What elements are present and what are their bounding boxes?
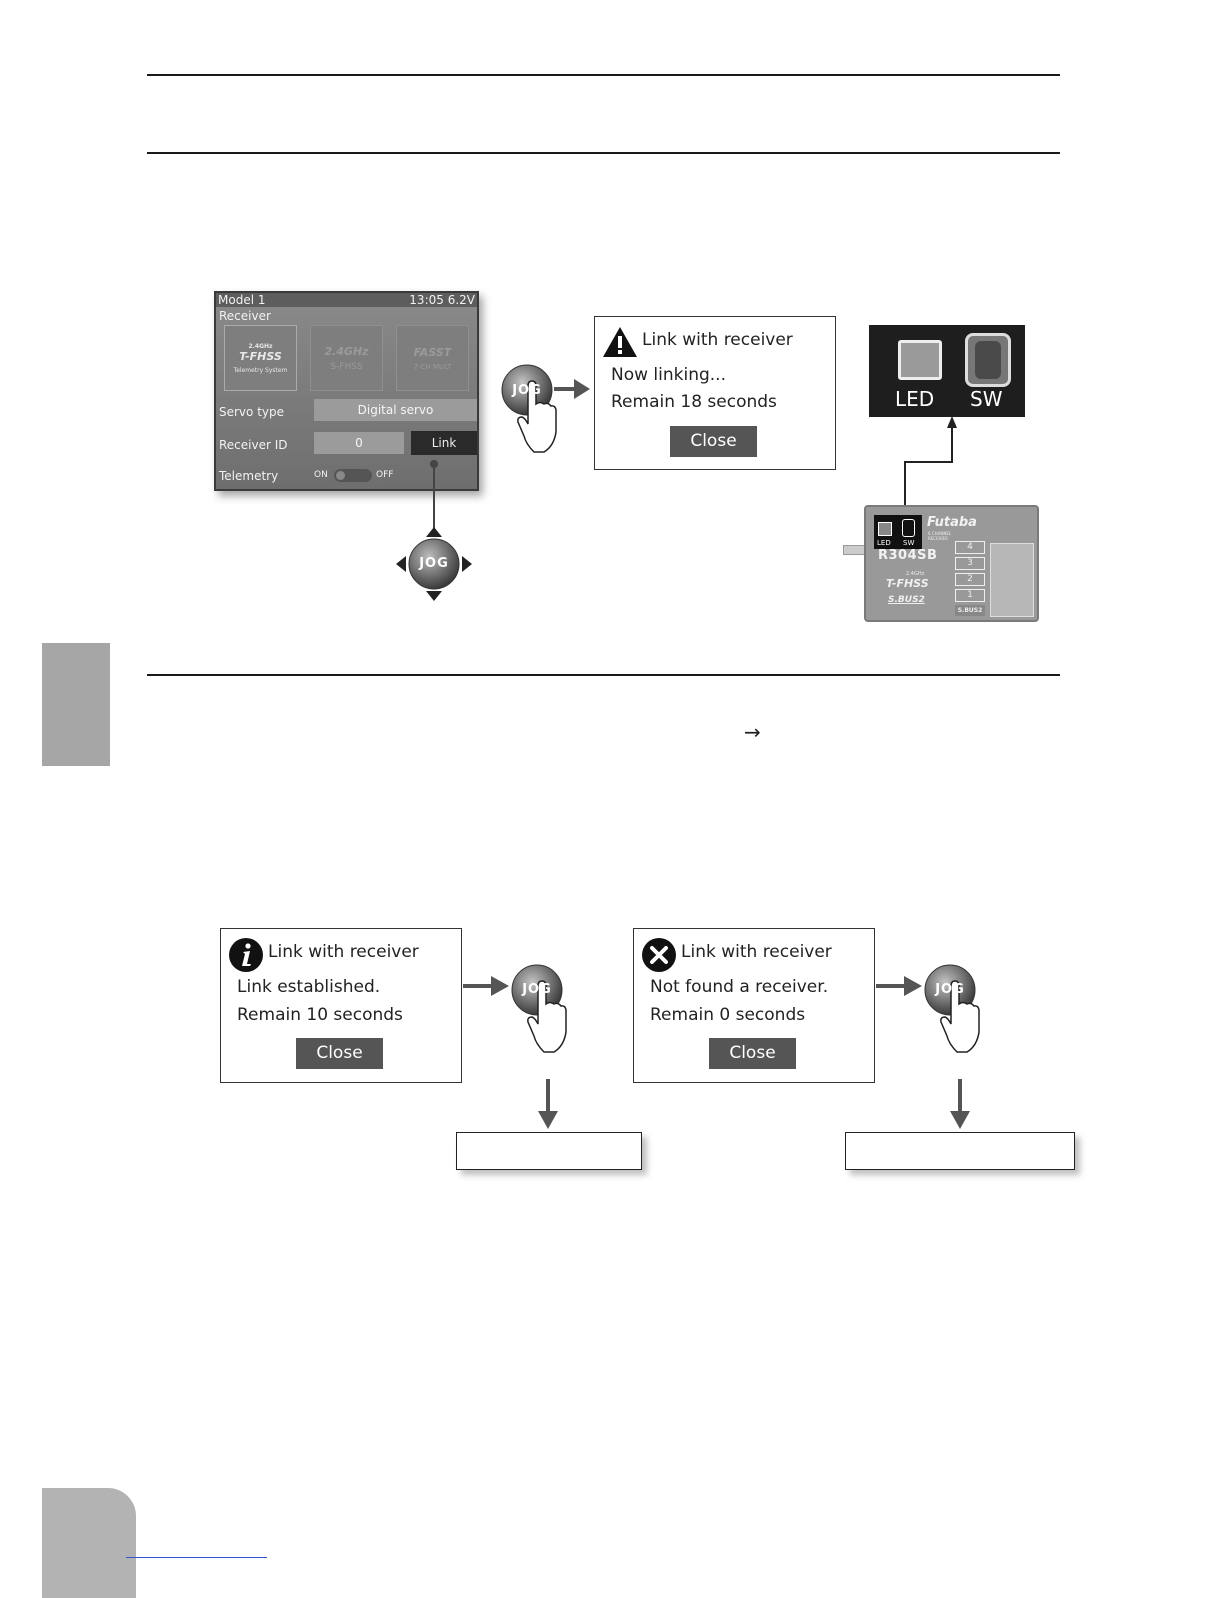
- footer-link-underline[interactable]: [126, 1557, 267, 1558]
- tfhss-mode-option[interactable]: [224, 325, 297, 391]
- telemetry-off: OFF: [376, 470, 394, 480]
- result-box-success: [456, 1132, 642, 1170]
- connector-dot: [430, 460, 438, 468]
- port-label: S.BUS2: [955, 605, 985, 616]
- dialog-message: Now linking...: [611, 365, 726, 385]
- model-name: Model 1: [218, 293, 266, 307]
- page-number-tab: [42, 1488, 136, 1598]
- telemetry-toggle[interactable]: [334, 469, 372, 482]
- dialog-remaining: Remain 0 seconds: [650, 1005, 806, 1025]
- warning-icon: [602, 326, 638, 358]
- port-label: 3: [955, 557, 985, 570]
- sbus2-logo: S.BUS2: [888, 595, 925, 605]
- telemetry-label: Telemetry: [219, 469, 279, 483]
- receiver-channels: 6 CHANNEL RECEIVER: [928, 531, 952, 541]
- lcd-status-bar: [216, 293, 477, 307]
- receiver-model: R304SB: [878, 548, 938, 563]
- dialog-message: Link established.: [237, 977, 381, 997]
- logo-sub: Telemetry System: [233, 366, 288, 374]
- dialog-title: Link with receiver: [268, 942, 419, 962]
- dialog-title: Link with receiver: [681, 942, 832, 962]
- time-voltage: 13:05 6.2V: [409, 293, 475, 307]
- sw-small-label: SW: [903, 539, 915, 547]
- dialog-title: Link with receiver: [642, 330, 793, 350]
- connector-line: [433, 463, 435, 529]
- arrow-right-icon: [876, 975, 922, 997]
- screen-title: Receiver: [219, 309, 271, 323]
- brand-top: 2.4GHz: [906, 571, 925, 577]
- info-icon: [228, 937, 264, 973]
- sfhss-mode-option[interactable]: [310, 325, 383, 391]
- logo-top-text: 2.4GHz: [248, 342, 273, 350]
- result-box-fail: [845, 1132, 1075, 1170]
- jog-label: JOG: [522, 982, 552, 997]
- port-label: 2: [955, 573, 985, 586]
- jog-press-icon[interactable]: [510, 964, 574, 1056]
- led-sw-closeup: [869, 325, 1025, 417]
- led-label: LED: [895, 387, 935, 411]
- sw-small: [902, 519, 915, 537]
- led-small-label: LED: [877, 539, 891, 547]
- arrow-right-icon: [554, 378, 590, 400]
- error-icon: [641, 937, 677, 973]
- top-rule: [147, 74, 1060, 76]
- link-fail-dialog: [633, 928, 875, 1083]
- inline-arrow: →: [744, 720, 761, 744]
- logo-sub: 7-CH MULT: [413, 362, 452, 371]
- section-rule-1: [147, 152, 1060, 154]
- receiver-ports: [955, 541, 985, 619]
- led-small: [878, 522, 892, 536]
- receiver-unit: [864, 505, 1039, 622]
- dialog-message: Not found a receiver.: [650, 977, 829, 997]
- receiver-id-field[interactable]: 0: [314, 432, 404, 454]
- section-rule-2: [147, 674, 1060, 676]
- callout-connector: [898, 416, 962, 516]
- futaba-logo: Futaba: [927, 515, 977, 530]
- chapter-tab: [42, 643, 110, 766]
- close-button[interactable]: Close: [709, 1038, 796, 1069]
- led-indicator: [898, 340, 942, 380]
- receiver-led-sw-area: [874, 515, 922, 549]
- logo-name: 2.4GHz: [324, 344, 369, 358]
- link-button[interactable]: Link: [411, 431, 477, 455]
- arrow-right-icon: [463, 975, 509, 997]
- fasst-mode-option[interactable]: [396, 325, 469, 391]
- transmitter-lcd-screen: [214, 291, 479, 491]
- servo-type-field[interactable]: Digital servo: [314, 399, 477, 421]
- arrow-down-icon: [537, 1079, 559, 1129]
- close-button[interactable]: Close: [670, 426, 757, 457]
- dialog-remaining: Remain 10 seconds: [237, 1005, 403, 1025]
- logo-sub: S-FHSS: [330, 361, 363, 372]
- tfhss-logo: T-FHSS: [886, 577, 929, 590]
- sw-button[interactable]: [965, 333, 1011, 387]
- close-button[interactable]: Close: [296, 1038, 383, 1069]
- jog-label: JOG: [935, 982, 965, 997]
- receiver-id-label: Receiver ID: [219, 438, 288, 452]
- receiver-pin-header: [990, 543, 1034, 617]
- jog-label: JOG: [419, 556, 449, 571]
- dialog-remaining: Remain 18 seconds: [611, 392, 777, 412]
- telemetry-on: ON: [314, 470, 328, 480]
- jog-press-icon[interactable]: [923, 964, 987, 1056]
- servo-type-label: Servo type: [219, 405, 284, 419]
- link-success-dialog: [220, 928, 462, 1083]
- sw-label: SW: [970, 387, 1003, 411]
- logo-name: T-FHSS: [239, 349, 282, 363]
- port-label: 1: [955, 589, 985, 602]
- arrow-down-icon: [949, 1079, 971, 1129]
- port-label: 4: [955, 541, 985, 554]
- linking-dialog: [594, 316, 836, 470]
- logo-name: FASST: [413, 345, 452, 359]
- jog-label: JOG: [512, 383, 542, 398]
